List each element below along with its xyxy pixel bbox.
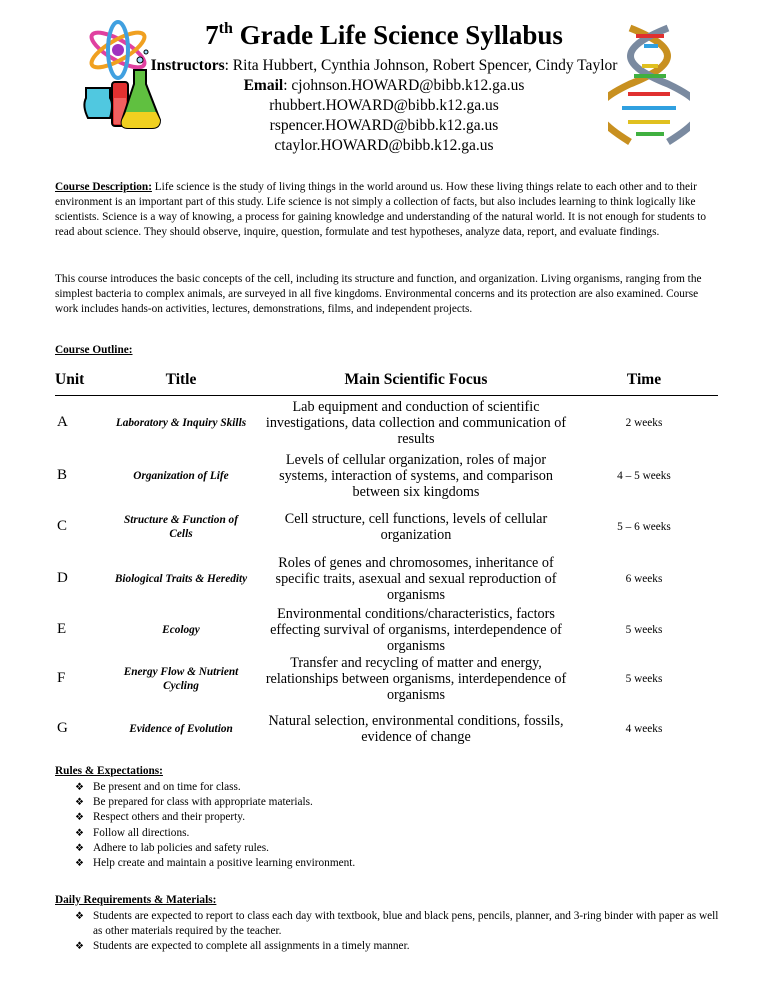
instructor-contacts: [0, 56, 768, 156]
table-header-row: [55, 364, 718, 396]
unit-title-cell: Structure & Function of Cells: [124, 513, 238, 540]
time-cell: 5 weeks: [625, 623, 663, 636]
unit-cell: F: [57, 670, 66, 686]
focus-cell: Roles of genes and chromosomes, inheritance of specific traits, asexual and sexual reproduction of organisms: [275, 554, 557, 603]
course-outline-heading: Course Outline:: [55, 344, 133, 356]
focus-cell: Cell structure, cell functions, levels of cellular organization: [284, 510, 548, 543]
diamond-bullet-icon: ❖: [75, 782, 84, 793]
unit-cell: E: [57, 621, 67, 637]
email-address[interactable]: rspencer.HOWARD@bibb.k12.ga.us: [269, 117, 499, 134]
unit-cell: D: [57, 570, 68, 586]
course-outline-table: [55, 364, 718, 754]
unit-cell: G: [57, 720, 68, 736]
email-line: Email: cjohnson.HOWARD@bibb.k12.ga.us: [243, 77, 525, 94]
instructors-line: Instructors: Rita Hubbert, Cynthia Johnson, Robert Spencer, Cindy Taylor: [150, 57, 618, 74]
unit-cell: C: [57, 518, 68, 534]
column-header-time: Time: [570, 364, 718, 396]
list-item: ❖ Follow all directions.: [75, 826, 355, 841]
list-item: ❖ Students are expected to report to class each day with textbook, blue and black pens, pencils, planner, and 3-ring binder with paper as well as other materials required by the teacher.: [75, 910, 719, 937]
diamond-bullet-icon: ❖: [75, 797, 84, 809]
time-cell: 4 – 5 weeks: [617, 469, 671, 482]
list-item: ❖ Be present and on time for class.: [75, 780, 355, 795]
daily-requirements-heading: Daily Requirements & Materials:: [55, 894, 217, 906]
focus-cell: Environmental conditions/characteristics, factors effecting survival of organisms, interdependence of organisms: [270, 605, 562, 654]
diamond-bullet-icon: ❖: [75, 858, 84, 870]
rules-heading: Rules & Expectations:: [55, 765, 163, 777]
rules-list: [75, 780, 355, 871]
time-cell: 2 weeks: [625, 416, 663, 429]
table-row: [55, 450, 718, 502]
time-cell: 5 – 6 weeks: [617, 520, 671, 533]
diamond-bullet-icon: ❖: [75, 941, 84, 952]
list-item: ❖ Adhere to lab policies and safety rules.: [75, 841, 355, 856]
table-row: [55, 552, 718, 606]
email-address[interactable]: : cjohnson.HOWARD@bibb.k12.ga.us: [283, 77, 525, 94]
daily-requirements-list: [75, 909, 725, 954]
focus-cell: Natural selection, environmental conditions, fossils, evidence of change: [268, 712, 564, 745]
course-description: Course Description: Life science is the study of living things in the world around us. How these living things relate to each other and to their environment is an important part of this study. Life science is not simply a collection of facts, but also includes learning to think logically like scientists. Science is a way of knowing, a process for gaining knowledge and understanding of the natural world. It is not enough for students to read about science. They should observe, inquire, question, formulate and test hypotheses, analyze data, report, and evaluate findings.: [55, 181, 706, 238]
focus-cell: Lab equipment and conduction of scientific investigations, data collection and communication of results: [265, 398, 567, 447]
table-row: [55, 606, 718, 654]
table-row: [55, 654, 718, 704]
list-item: ❖ Students are expected to complete all assignments in a timely manner.: [75, 940, 410, 952]
unit-cell: A: [57, 414, 68, 431]
column-header-title: Title: [100, 364, 262, 396]
list-item: ❖ Respect others and their property.: [75, 810, 355, 825]
time-cell: 4 weeks: [625, 722, 663, 735]
unit-title-cell: Ecology: [162, 623, 200, 636]
email-address[interactable]: ctaylor.HOWARD@bibb.k12.ga.us: [274, 137, 494, 154]
page-title: 7th Grade Life Science Syllabus: [205, 20, 563, 50]
course-overview: This course introduces the basic concepts of the cell, including its structure and function, and organization. Living organisms, ranging from the simplest bacteria to complex animals, are surveyed in all five kingdoms. Environmental concerns and its protection are also examined. Course work includes hands-on activities, lectures, demonstrations, films, and independent projects.: [55, 273, 702, 315]
focus-cell: Levels of cellular organization, roles of major systems, interaction of systems, and comparison between six kingdoms: [279, 451, 553, 500]
unit-title-cell: Laboratory & Inquiry Skills: [115, 416, 247, 429]
list-item: ❖ Be prepared for class with appropriate materials.: [75, 795, 355, 810]
diamond-bullet-icon: ❖: [75, 827, 84, 839]
column-header-focus: Main Scientific Focus: [262, 364, 570, 396]
column-header-unit: Unit: [55, 364, 100, 396]
table-row: [55, 502, 718, 552]
unit-cell: B: [57, 467, 68, 483]
unit-title-cell: Organization of Life: [133, 469, 229, 482]
list-item: ❖ Help create and maintain a positive learning environment.: [75, 856, 355, 871]
unit-title-cell: Evidence of Evolution: [129, 722, 233, 735]
diamond-bullet-icon: ❖: [75, 842, 84, 854]
diamond-bullet-icon: ❖: [75, 812, 84, 824]
diamond-bullet-icon: ❖: [75, 911, 84, 922]
unit-title-cell: Biological Traits & Heredity: [114, 572, 248, 585]
course-description-label: Course Description:: [55, 181, 152, 193]
table-row: [55, 396, 718, 450]
email-address[interactable]: rhubbert.HOWARD@bibb.k12.ga.us: [269, 97, 499, 114]
table-row: [55, 704, 718, 754]
unit-title-cell: Energy Flow & Nutrient Cycling: [123, 665, 239, 692]
time-cell: 6 weeks: [625, 572, 663, 585]
time-cell: 5 weeks: [625, 672, 663, 685]
focus-cell: Transfer and recycling of matter and energy, relationships between organisms, interdependence of organisms: [265, 654, 567, 703]
